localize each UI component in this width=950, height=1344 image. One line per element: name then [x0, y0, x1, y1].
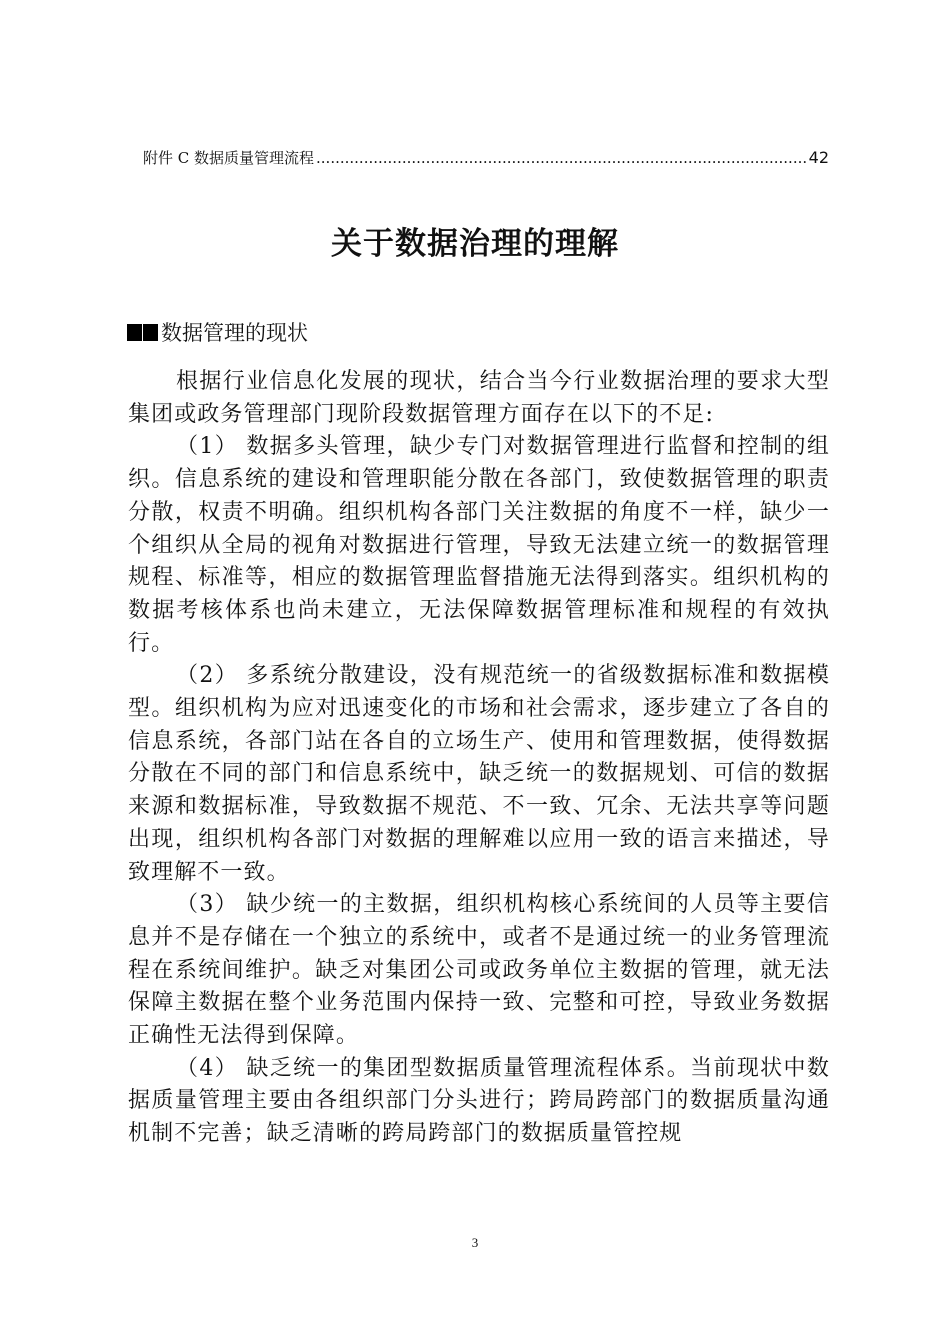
page-number: 3 [471, 1235, 479, 1250]
paragraph-item-2: （2） 多系统分散建设，没有规范统一的省级数据标准和数据模型。组织机构为应对迅速变化的市场和社会需求，逐步建立了各自的信息系统，各部门站在各自的立场生产、使用和管理数据，使得数据分散在不同的部门和信息系统中，缺乏统一的数据规划、可信的数据来源和数据标准，导致数据不规范、不一致、冗余、无法共享等问题出现，组织机构各部门对数据的理解难以应用一致的语言来描述，导致理解不一致。 [128, 663, 830, 885]
toc-entry-label: 附件 C 数据质量管理流程 [143, 149, 315, 167]
toc-leader-dots [316, 149, 807, 167]
document-title: 关于数据治理的理解 [331, 226, 619, 262]
paragraph-intro: 根据行业信息化发展的现状，结合当今行业数据治理的要求大型集团或政务管理部门现阶段数据管理方面存在以下的不足: [128, 369, 830, 427]
heading-bullet-icon [127, 320, 159, 344]
paragraph-item-3: （3） 缺少统一的主数据，组织机构核心系统间的人员等主要信息并不是存储在一个独立的系统中，或者不是通过统一的业务管理流程在系统间维护。缺乏对集团公司或政务单位主数据的管理，就无法保障主数据在整个业务范围内保持一致、完整和可控，导致业务数据正确性无法得到保障。 [128, 892, 830, 1049]
section-heading [127, 316, 308, 348]
toc-entry[interactable] [143, 147, 829, 171]
toc-entry-page: 42 [808, 148, 829, 167]
section-heading-text: 数据管理的现状 [161, 321, 308, 345]
paragraph-item-4: （4） 缺乏统一的集团型数据质量管理流程体系。当前现状中数据质量管理主要由各组织部门分头进行；跨局跨部门的数据质量沟通机制不完善；缺乏清晰的跨局跨部门的数据质量管控规 [128, 1055, 830, 1147]
body-text [128, 366, 830, 1151]
paragraph-item-1: （1） 数据多头管理，缺少专门对数据管理进行监督和控制的组织。信息系统的建设和管理职能分散在各部门，致使数据管理的职责分散，权责不明确。组织机构各部门关注数据的角度不一样，缺少一个组织从全局的视角对数据进行管理，导致无法建立统一的数据管理规程、标准等，相应的数据管理监督措施无法得到落实。组织机构的数据考核体系也尚未建立，无法保障数据管理标准和规程的有效执行。 [128, 434, 830, 656]
